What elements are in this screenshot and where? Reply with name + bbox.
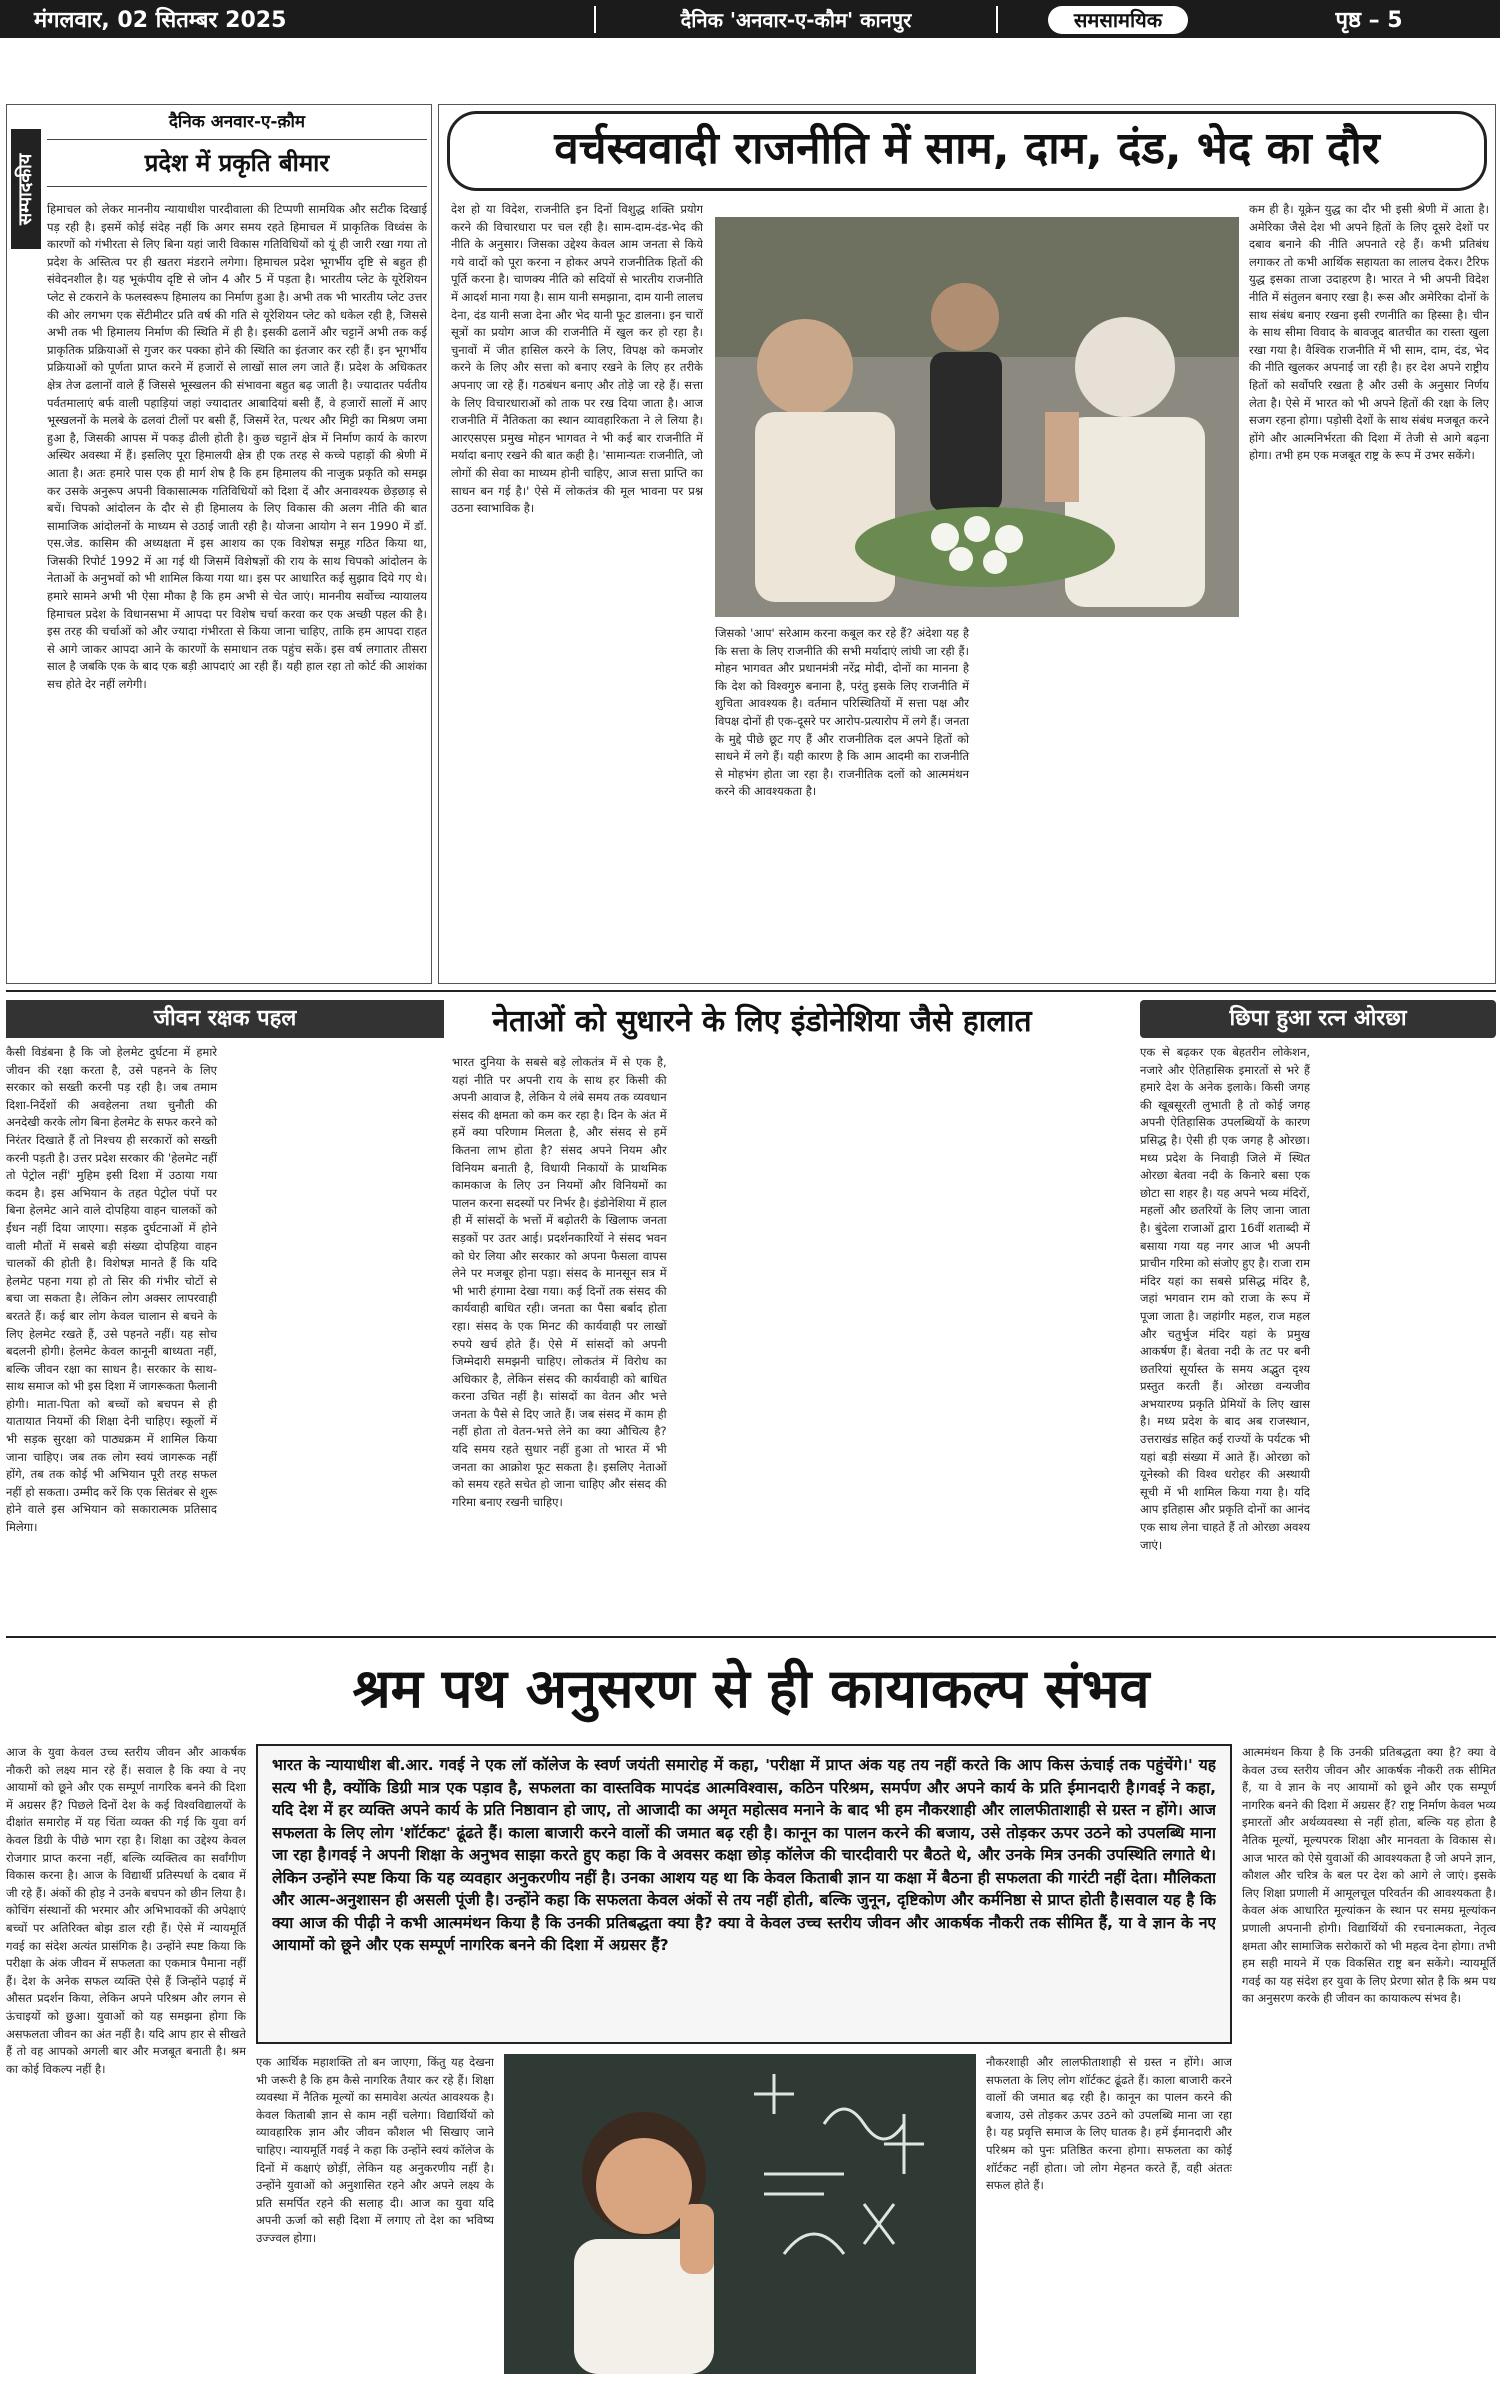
orchha-body: एक से बढ़कर एक बेहतरीन लोकेशन, नजारे और ऐतिहासिक इमारतों से भरे हैं हमारे देश के अनेक इलाके। किसी जगह की खूबसूरती लुभाती है तो कोई जगह अपनी ऐतिहासिक उपलब्धियों के कारण प्रसिद्ध है। ऐसी ही एक जगह है ओरछा। मध्य प्रदेश के निवाड़ी जिले में स्थित ओरछा बेतवा नदी के किनारे बसा एक छोटा सा शहर है। यह अपने भव्य मंदिरों, महलों और छतरियों के लिए जाना जाता है। बुंदेला राजाओं द्वारा 16वीं शताब्दी में बसाया गया यह नगर आज भी अपनी प्राचीन गरिमा को संजोए हुए है। राजा राम मंदिर यहां का सबसे प्रसिद्ध मंदिर है, जहां भगवान राम को राजा के रूप में पूजा जाता है। जहांगीर महल, राज महल और चतुर्भुज मंदिर यहां के प्रमुख आकर्षण हैं। बेतवा नदी के तट पर बनी छतरियां सूर्यास्त के समय अद्भुत दृश्य प्रस्तुत करती हैं। ओरछा वन्यजीव अभयारण्य प्रकृति प्रेमियों के लिए खास है। मध्य प्रदेश के बाद अब राजस्थान, उत्तराखंड सहित कई राज्यों के पर्यटक भी यहां बड़ी संख्या में आते हैं। ओरछा को यूनेस्को की विश्व धरोहर की अस्थायी सूची में भी शामिल किया गया है। यदि आप इतिहास और प्रकृति दोनों का आनंद एक साथ लेना चाहते हैं तो ओरछा अवश्य जाएं। — [1140, 1045, 1310, 1552]
issue-date: मंगलवार, 02 सितम्बर 2025 — [34, 8, 287, 33]
lead-story — [438, 104, 1496, 984]
jeevan-title: जीवन रक्षक पहल — [6, 1000, 444, 1038]
editorial-box — [6, 104, 432, 984]
lead-body-mid: जिसको 'आप' सरेआम करना कबूल कर रहे हैं? अंदेशा यह है कि सत्ता के लिए राजनीति की सभी मर्यादाएं लांघी जा रही हैं। मोहन भागवत और प्रधानमंत्री नरेंद्र मोदी, दोनों का मानना है कि देश को विश्वगुरु बनाना है, परंतु इसके लिए राजनीति में शुचिता आवश्यक है। वर्तमान परिस्थितियों में सत्ता पक्ष और विपक्ष दोनों ही एक-दूसरे पर आरोप-प्रत्यारोप में लगे हैं। जनता के मुद्दे पीछे छूट गए हैं और राजनीतिक दल अपने हितों को साधने में लगे हैं। यही कारण है कि आम आदमी का राजनीति से मोहभंग होता जा रहा है। राजनीतिक दलों को आत्ममंथन करने की आवश्यकता है। — [715, 626, 969, 799]
paper-name: दैनिक 'अनवार-ए-कौम' कानपुर — [594, 6, 998, 33]
section-rule — [6, 990, 1496, 992]
editorial-side-label: सम्पादकीय — [11, 129, 41, 249]
lead-body-left: देश हो या विदेश, राजनीति इन दिनों विशुद्ध शक्ति प्रयोग करने की विचारधारा पर चल रही है। साम-दाम-दंड-भेद की नीति के अनुसार। जिसका उद्देश्य केवल आम जनता से किये गये वादों को पूरा करना न होकर अपने राजनीतिक हितों की पूर्ति करना है। चाणक्य नीति को सदियों से भारतीय राजनीति में आदर्श माना गया है। साम यानी समझाना, दाम यानी लालच देना, दंड यानी सजा देना और भेद यानी फूट डालना। इन चारों सूत्रों का प्रयोग आज की राजनीति में खुल कर हो रहा है। चुनावों में जीत हासिल करने के लिए, विपक्ष को कमजोर करने के लिए और सत्ता को बनाए रखने के लिए हर तरीके अपनाए जा रहे हैं। गठबंधन बनाए और तोड़े जा रहे हैं। सत्ता के लिए विचारधाराओं को ताक पर रख दिया जाता है। आज राजनीति में नैतिकता का स्थान व्यावहारिकता ने ले लिया है। आरएसएस प्रमुख मोहन भागवत ने भी कई बार राजनीति में मर्यादा बनाए रखने की बात कही है। 'सामान्यतः राजनीति, जो लोगों की सेवा का माध्यम होनी चाहिए, आज सत्ता प्राप्ति का साधन बन गई है।' ऐसे में लोकतंत्र की मूल भावना पर प्रश्न उठना स्वाभाविक है। — [451, 202, 703, 516]
student-blackboard-photo — [504, 2054, 976, 2374]
shram-title: श्रम पथ अनुसरण से ही कायाकल्प संभव — [352, 1657, 1150, 1720]
shram-body-left: आज के युवा केवल उच्च स्तरीय जीवन और आकर्षक नौकरी को लक्ष्य मान रहे हैं। सवाल है कि क्या वे नए आयामों को छूने और एक सम्पूर्ण नागरिक बनने की दिशा में अग्रसर हैं? पिछले दिनों देश के कई विश्वविद्यालयों के दीक्षांत समारोह में यह चिंता व्यक्त की गई कि युवा वर्ग केवल डिग्री के पीछे भाग रहा है। शिक्षा का उद्देश्य केवल रोजगार प्राप्त करना नहीं, बल्कि व्यक्तित्व का सर्वांगीण विकास करना है। आज के विद्यार्थी प्रतिस्पर्धा के दबाव में जी रहे हैं। अंकों की होड़ ने उनके बचपन को छीन लिया है। कोचिंग संस्थानों की भरमार और अभिभावकों की अपेक्षाएं बच्चों पर अतिरिक्त बोझ डाल रही हैं। ऐसे में न्यायमूर्ति गवई का संदेश अत्यंत प्रासंगिक है। उन्होंने स्पष्ट किया कि परीक्षा के अंक जीवन में सफलता का एकमात्र पैमाना नहीं हैं। देश के अनेक सफल व्यक्ति ऐसे हैं जिन्होंने पढ़ाई में औसत प्रदर्शन किया, लेकिन अपने परिश्रम और लगन से ऊंचाइयों को छुआ। युवाओं को यह समझना होगा कि असफलता जीवन का अंत नहीं है। यदि आप हार से सीखते हैं तो वह आपको अगली बार और मजबूत बनाती है। श्रम का कोई विकल्प नहीं है। — [6, 1745, 246, 2076]
editorial-title: प्रदेश में प्रकृति बीमार — [47, 139, 427, 187]
orchha-title: छिपा हुआ रत्न ओरछा — [1140, 1000, 1496, 1038]
lead-body-right: कम ही है। यूक्रेन युद्ध का दौर भी इसी श्रेणी में आता है। अमेरिका जैसे देश भी अपने हितों के लिए दूसरे देशों पर दबाव बनाने की नीति अपनाते रहे हैं। कभी प्रतिबंध लगाकर तो कभी आर्थिक सहायता का लालच देकर। टैरिफ युद्ध इसका ताजा उदाहरण है। भारत ने भी अपनी विदेश नीति में संतुलन बनाए रखा है। रूस और अमेरिका दोनों के साथ संबंध बनाए रखना इसी रणनीति का हिस्सा है। चीन के साथ सीमा विवाद के बावजूद बातचीत का रास्ता खुला रखा गया है। वैश्विक राजनीति में भी साम, दाम, दंड, भेद की नीति खुलकर अपनाई जा रही है। हर देश अपने राष्ट्रीय हितों को सर्वोपरि रखता है और उसी के अनुसार निर्णय लेता है। ऐसे में भारत को भी अपने हितों की रक्षा के लिए सजग रहना होगा। पड़ोसी देशों के साथ संबंध मजबूत करने होंगे और आत्मनिर्भरता की दिशा में तेजी से आगे बढ़ना होगा। तभी हम एक मजबूत राष्ट्र के रूप में उभर सकेंगे। — [1249, 202, 1489, 463]
section-label: समसामयिक — [1048, 6, 1188, 34]
leaders-photo — [715, 217, 1239, 617]
masthead — [0, 0, 1500, 38]
shram-body-mid: एक आर्थिक महाशक्ति तो बन जाएगा, किंतु यह देखना भी जरूरी है कि हम कैसे नागरिक तैयार कर रहे हैं। शिक्षा व्यवस्था में नैतिक मूल्यों का समावेश अत्यंत आवश्यक है। केवल किताबी ज्ञान से काम नहीं चलेगा। विद्यार्थियों को व्यावहारिक ज्ञान और जीवन कौशल भी सिखाए जाने चाहिए। न्यायमूर्ति गवई ने कहा कि उन्होंने स्वयं कॉलेज के दिनों में कक्षाएं छोड़ीं, लेकिन यह अनुकरणीय नहीं है। उन्होंने युवाओं को अनुशासित रहने और अपने लक्ष्य के प्रति समर्पित रहने की सलाह दी। आज का युवा यदि अपनी ऊर्जा को सही दिशा में लगाए तो देश का भविष्य उज्ज्वल होगा। — [256, 2055, 494, 2245]
lead-title: वर्चस्ववादी राजनीति में साम, दाम, दंड, भेद का दौर — [447, 111, 1487, 191]
indonesia-title: नेताओं को सुधारने के लिए इंडोनेशिया जैसे हालात — [492, 1004, 1032, 1039]
indonesia-body: भारत दुनिया के सबसे बड़े लोकतंत्र में से एक है, यहां नीति पर अपनी राय के साथ हर किसी की अपनी आवाज है, लेकिन ये लंबे समय तक व्यवधान संसद की क्षमता को कम कर रहा है। दिन के अंत में हमें क्या परिणाम मिलता है, और संसद से हमें कितना लाभ होता है? संसद अपने नियम और विनियम बनाती है, विधायी निकायों के प्राथमिक कामकाज के लिए उन नियमों और विनियमों का पालन करना सदस्यों पर निर्भर है। इंडोनेशिया में हाल ही में सांसदों के भत्तों में बढ़ोतरी के खिलाफ जनता सड़कों पर उतर आई। प्रदर्शनकारियों ने संसद भवन को घेर लिया और सरकार को अपना फैसला वापस लेने पर मजबूर होना पड़ा। संसद के मानसून सत्र में भी भारी हंगामा देखा गया। कई दिनों तक संसद की कार्यवाही बाधित रही। जनता का पैसा बर्बाद होता रहा। संसद के एक मिनट की कार्यवाही पर लाखों रुपये खर्च होते हैं। ऐसे में सांसदों को अपनी जिम्मेदारी समझनी चाहिए। लोकतंत्र में विरोध का अधिकार है, लेकिन संसद की कार्यवाही को बाधित करना उचित नहीं है। सांसदों का वेतन और भत्ते जनता के पैसे से दिए जाते हैं। जब संसद में काम ही नहीं होता तो वेतन-भत्ते लेने का क्या औचित्य है? यदि समय रहते सुधार नहीं हुआ तो भारत में भी जनता का आक्रोश फूट सकता है। इसलिए नेताओं को समय रहते सचेत हो जाना चाहिए और संसद की गरिमा बनाए रखनी चाहिए। — [452, 1055, 667, 1509]
section-rule-2 — [6, 1636, 1496, 1638]
page-number: पृष्ठ – 5 — [1335, 8, 1403, 33]
shram-highlight-box — [256, 1744, 1232, 2044]
shram-body-far: आत्ममंथन किया है कि उनकी प्रतिबद्धता क्या है? क्या वे केवल उच्च स्तरीय जीवन और आकर्षक नौकरी तक सीमित हैं, या वे ज्ञान के नए आयामों को छूने और एक सम्पूर्ण नागरिक बनने की दिशा में अग्रसर हैं? राष्ट्र निर्माण केवल भव्य इमारतों और अर्थव्यवस्था से नहीं होता, बल्कि यह होता है नैतिक मूल्यों, मूल्यपरक शिक्षा और मानवता के विकास से। आज भारत को ऐसे युवाओं की आवश्यकता है जो अपने ज्ञान, कौशल और चरित्र के बल पर देश को आगे ले जाएं। इसके लिए शिक्षा प्रणाली में आमूलचूल परिवर्तन की आवश्यकता है। केवल अंक आधारित मूल्यांकन के स्थान पर समग्र मूल्यांकन प्रणाली अपनानी होगी। विद्यार्थियों की रचनात्मकता, नेतृत्व क्षमता और सामाजिक सरोकारों को भी महत्व देना होगा। तभी हम सही मायने में एक विकसित राष्ट्र बन सकेंगे। न्यायमूर्ति गवई का यह संदेश हर युवा के लिए प्रेरणा स्रोत है कि श्रम पथ का अनुसरण करके ही जीवन का कायाकल्प संभव है। — [1242, 1745, 1496, 2006]
editorial-publication: दैनिक अनवार-ए-क़ौम — [168, 112, 306, 132]
section-badge — [998, 6, 1238, 33]
shram-highlight: भारत के न्यायाधीश बी.आर. गवई ने एक लॉ कॉलेज के स्वर्ण जयंती समारोह में कहा, 'परीक्षा में प्राप्त अंक यह तय नहीं करते कि आप किस ऊंचाई तक पहुंचेंगे।' यह सत्य भी है, क्योंकि डिग्री मात्र एक पड़ाव है, सफलता का वास्तविक मापदंड आत्मविश्वास, कठिन परिश्रम, समर्पण और अपने कार्य के प्रति ईमानदारी है।गवई ने कहा, यदि देश में हर व्यक्ति अपने कार्य के प्रति निष्ठावान हो जाए, तो आजादी का अमृत महोत्सव मनाने के बाद भी हम नौकरशाही और लालफीताशाही से ग्रस्त न होंगे। आज सफलता के लिए लोग 'शॉर्टकट' ढूंढते हैं। काला बाजारी करने वालों की जमात बढ़ रही है। कानून का पालन करने की बजाय, उसे तोड़कर ऊपर उठने को उपलब्धि माना जा रहा है।गवई ने अपनी शिक्षा के अनुभव साझा करते हुए कहा कि वे अवसर कक्षा छोड़ कॉलेज की चारदीवारी पर बैठते थे, और उनके मित्र उनकी उपस्थिति लगाते थे। लेकिन उन्होंने स्पष्ट किया कि यह व्यवहार अनुकरणीय नहीं है। उनका आशय यह था कि केवल किताबी ज्ञान या कक्षा में बैठना ही सफलता की गारंटी नहीं देता। मौलिकता और आत्म-अनुशासन ही असली पूंजी है। उन्होंने कहा कि सफलता केवल अंकों से तय नहीं होती, बल्कि जुनून, दृष्टिकोण और कर्मनिष्ठा से प्राप्त होती है।सवाल यह है कि क्या आज की पीढ़ी ने कभी आत्ममंथन किया है कि उनकी प्रतिबद्धता क्या है? क्या वे केवल उच्च स्तरीय जीवन और आकर्षक नौकरी तक सीमित हैं, या वे ज्ञान के नए आयामों को छूने और एक सम्पूर्ण नागरिक बनने की दिशा में अग्रसर हैं? — [272, 1756, 1216, 1954]
shram-body-right: नौकरशाही और लालफीताशाही से ग्रस्त न होंगे। आज सफलता के लिए लोग शॉर्टकट ढूंढते हैं। काला बाजारी करने वालों की जमात बढ़ रही है। कानून का पालन करने की बजाय, उसे तोड़कर ऊपर उठने को उपलब्धि माना जा रहा है। यह प्रवृत्ति समाज के लिए घातक है। हमें ईमानदारी और परिश्रम को पुनः प्रतिष्ठित करना होगा। सफलता का कोई शॉर्टकट नहीं होता। जो लोग मेहनत करते हैं, वही अंततः सफल होते हैं। — [986, 2055, 1232, 2193]
editorial-body: हिमाचल को लेकर माननीय न्यायाधीश पारदीवाला की टिप्पणी सामयिक और सटीक दिखाई पड़ रही है। इसमें कोई संदेह नहीं कि अगर समय रहते हिमाचल में प्राकृतिक विध्वंस के कारणों को गंभीरता से लिए बिना यहां जारी विकास गतिविधियों को यूं ही जारी रखा गया तो प्रदेश के अस्तित्व पर ही खतरा मंडराने लगेगा। हिमाचल प्रदेश भूगर्भीय दृष्टि से बहुत ही संवेदनशील है। यह भूकंपीय दृष्टि से जोन 4 और 5 में पड़ता है। भारतीय प्लेट के यूरेशियन प्लेट से टकराने के फलस्वरूप हिमालय का निर्माण हुआ है। अभी तक भी भारतीय प्लेट उत्तर की ओर लगभग एक सेंटीमीटर प्रति वर्ष की गति से यूरेशियन प्लेट को धकेल रही है, जिससे अभी तक भी हिमालय निर्माण की स्थिति में ही है। इसकी ढलानें और चट्टानें अभी तक कई प्राकृतिक प्रक्रियाओं से गुजर कर पक्का होने की स्थिति का इंतजार कर रही हैं। इन भूगर्भीय प्रक्रियाओं को पूर्णता प्राप्त करने में हजारों से लाखों साल लग जाते हैं। प्रदेश के अधिकतर क्षेत्र तेज ढलानों वाले हैं जिससे भूस्खलन की संभावना बहुत बढ़ जाती है। ज्यादातर पर्वतीय पर्वतमालाएं बर्फ वाली पहाड़ियां जहां ज्यादातर आबादियां बसी हैं, वे हजारों सालों में आए भूस्खलनों के मलबे के ढलवां टीलों पर बसी हैं, जिसमें रेत, पत्थर और मिट्टी का मिश्रण जमा हुआ है, जिसकी आपस में पकड़ ढीली होती है। कुछ चट्टानें क्षेत्र में निर्माण कार्य के कारण अस्थिर अवस्था में हैं। इसलिए पूरा हिमालयी क्षेत्र ही एक तरह से कच्चे पहाड़ों की श्रेणी में आता है। अतः हमारे पास एक ही मार्ग शेष है कि हम हिमालय की नाजुक प्रकृति को समझ कर उसके अनुरूप अपनी विकासात्मक गतिविधियों को दिशा दें और अनावश्यक छेड़छाड़ से बचें। चिपको आंदोलन के दौर से ही हिमालय के लिए विकास की अलग नीति की बात सामाजिक आंदोलनों के माध्यम से उठाई जाती रही है। योजना आयोग ने सन 1990 में डॉ. एस.जेड. कासिम की अध्यक्षता में इस आशय का एक विशेषज्ञ समूह गठित किया था, जिसकी रिपोर्ट 1992 में आ गई थी जिसमें विशेषज्ञों की राय के साथ चिपको आंदोलन के नेताओं के अनुभवों को भी शामिल किया गया था। इस पर आधारित कई सुझाव दिये गए थे। हमारे सामने अभी भी ऐसा मौका है कि हम अभी से चेत जाएं। माननीय सर्वोच्च न्यायालय हिमाचल प्रदेश के विधानसभा में आपदा पर विशेष चर्चा करवा कर एक अच्छी पहल की है। इस तरह की चर्चाओं को और ज्यादा गंभीरता से किया जाना चाहिए, ताकि हम आपदा राहत से आगे जाकर आपदा आने के कारणों के समाधान तक पहुंच सकें। इस वर्ष लगातार तीसरा साल है जबकि एक के बाद एक बड़ी आपदाएं आ रही हैं। यही हाल रहा तो कोर्ट की आशंका सच होते देर नहीं लगेगी। — [47, 202, 427, 692]
jeevan-body: कैसी विडंबना है कि जो हेलमेट दुर्घटना में हमारे जीवन की रक्षा करता है, उसे पहनने के लिए सरकार को सख्ती करनी पड़ रही है। जब तमाम दिशा-निर्देशों की अवहेलना तथा चुनौती की अनदेखी करके लोग बिना हेलमेट के सफर करने को निरंतर दिखाते हैं तो निश्चय ही सरकारों को सख्ती करनी पड़ती है। उत्तर प्रदेश सरकार की 'हेलमेट नहीं तो पेट्रोल नहीं' मुहिम इसी दिशा में उठाया गया कदम है। इस अभियान के तहत पेट्रोल पंपों पर बिना हेलमेट आने वाले दोपहिया वाहन चालकों को ईंधन नहीं दिया जाएगा। सड़क दुर्घटनाओं में होने वाली मौतों में सबसे बड़ी संख्या दोपहिया वाहन चालकों की होती है। विशेषज्ञ मानते हैं कि यदि हेलमेट पहना गया हो तो सिर की गंभीर चोटों से बचा जा सकता है। लेकिन लोग अक्सर लापरवाही बरतते हैं। कई बार लोग केवल चालान से बचने के लिए हेलमेट रखते हैं, उसे पहनते नहीं। यह सोच बदलनी होगी। हेलमेट केवल कानूनी बाध्यता नहीं, बल्कि जीवन रक्षा का साधन है। सरकार के साथ-साथ समाज को भी इस दिशा में जागरूकता फैलानी होगी। माता-पिता को बच्चों को बचपन से ही यातायात नियमों की शिक्षा देनी चाहिए। स्कूलों में भी सड़क सुरक्षा को पाठ्यक्रम में शामिल किया जाना चाहिए। जब तक लोग स्वयं जागरूक नहीं होंगे, तब तक कोई भी अभियान पूरी तरह सफल नहीं हो सकता। उम्मीद करें कि एक सितंबर से शुरू होने वाले इस अभियान को सकारात्मक प्रतिसाद मिलेगा। — [6, 1045, 217, 1535]
